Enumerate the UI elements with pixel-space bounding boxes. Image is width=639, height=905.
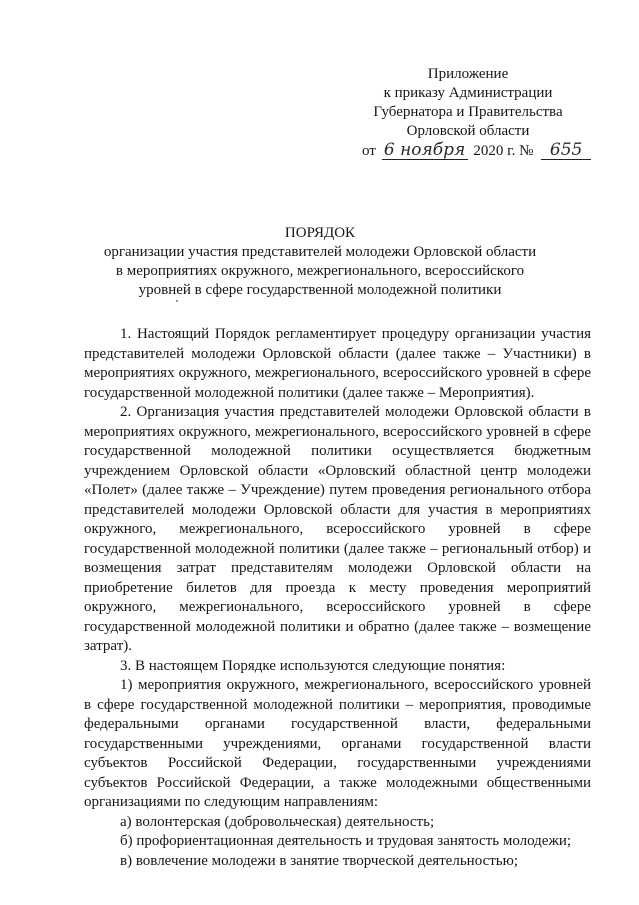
annex-line: Приложение — [427, 66, 509, 82]
handwritten-date: 6 ноября — [382, 141, 468, 160]
paragraph: 3. В настоящем Порядке используются следующие понятия: — [120, 657, 506, 674]
stray-mark — [176, 300, 178, 302]
list-item: а) волонтерская (добровольческая) деятельность; — [120, 813, 435, 830]
annex-line: Губернатора и Правительства — [373, 104, 563, 120]
order-date-number-line — [352, 141, 584, 161]
list-item: в) вовлечение молодежи в занятие творческой деятельностью; — [120, 852, 518, 869]
handwritten-order-number: 655 — [541, 141, 591, 160]
paragraph: 1) мероприятия окружного, межрегионального, всероссийского уровней в сфере государственной молодежной политики – мероприятия, проводимые федеральными органами государственной власти, федеральными государственными учреждениями, органами государственной власти субъектов Российской Федерации, государственными учреждениями субъектов Российской Федерации, а также молодежными общественными организациями по следующим направлениям: — [84, 677, 591, 810]
list-item: б) профориентационная деятельность и трудовая занятость молодежи; — [120, 833, 572, 849]
title-line: организации участия представителей молодежи Орловской области — [103, 244, 537, 260]
document-title — [60, 224, 580, 300]
annex-line: Орловской области — [406, 123, 530, 139]
title-line: уровней в сфере государственной молодежной политики — [138, 282, 502, 298]
paragraph: 2. Организация участия представителей молодежи Орловской области в мероприятиях окружного, межрегионального, всероссийского уровней в сфере государственной молодежной политики осуществляется бюджетным учреждением Орловской области «Орловский областной центр молодежи «Полет» (далее также – Учреждение) путем проведения регионального отбора представителей молодежи Орловской области для участия в мероприятиях окружного, межрегионального, всероссийского уровней в сфере государственной молодежной политики (далее также – региональный отбор) и возмещения затрат представителям молодежи Орловской области на приобретение билетов для проезда к месту проведения мероприятий окружного, межрегионального, всероссийского уровней в сфере государственной молодежной политики и обратно (далее также – возмещение затрат). — [84, 404, 591, 654]
from-label: от — [362, 143, 376, 159]
title-line: в мероприятиях окружного, межрегионального, всероссийского — [115, 263, 525, 279]
document-body — [84, 325, 591, 871]
annex-line: к приказу Администрации — [383, 85, 553, 101]
annex-header — [352, 65, 584, 161]
title-heading: ПОРЯДОК — [284, 225, 356, 241]
paragraph: 1. Настоящий Порядок регламентирует процедуру организации участия представителей молодежи Орловской области (далее также – Участники) в мероприятиях окружного, межрегионального, всероссийского уровней в сфере государственной молодежной политики (далее также – Мероприятия). — [84, 326, 591, 401]
year-number-label: 2020 г. № — [473, 143, 534, 159]
